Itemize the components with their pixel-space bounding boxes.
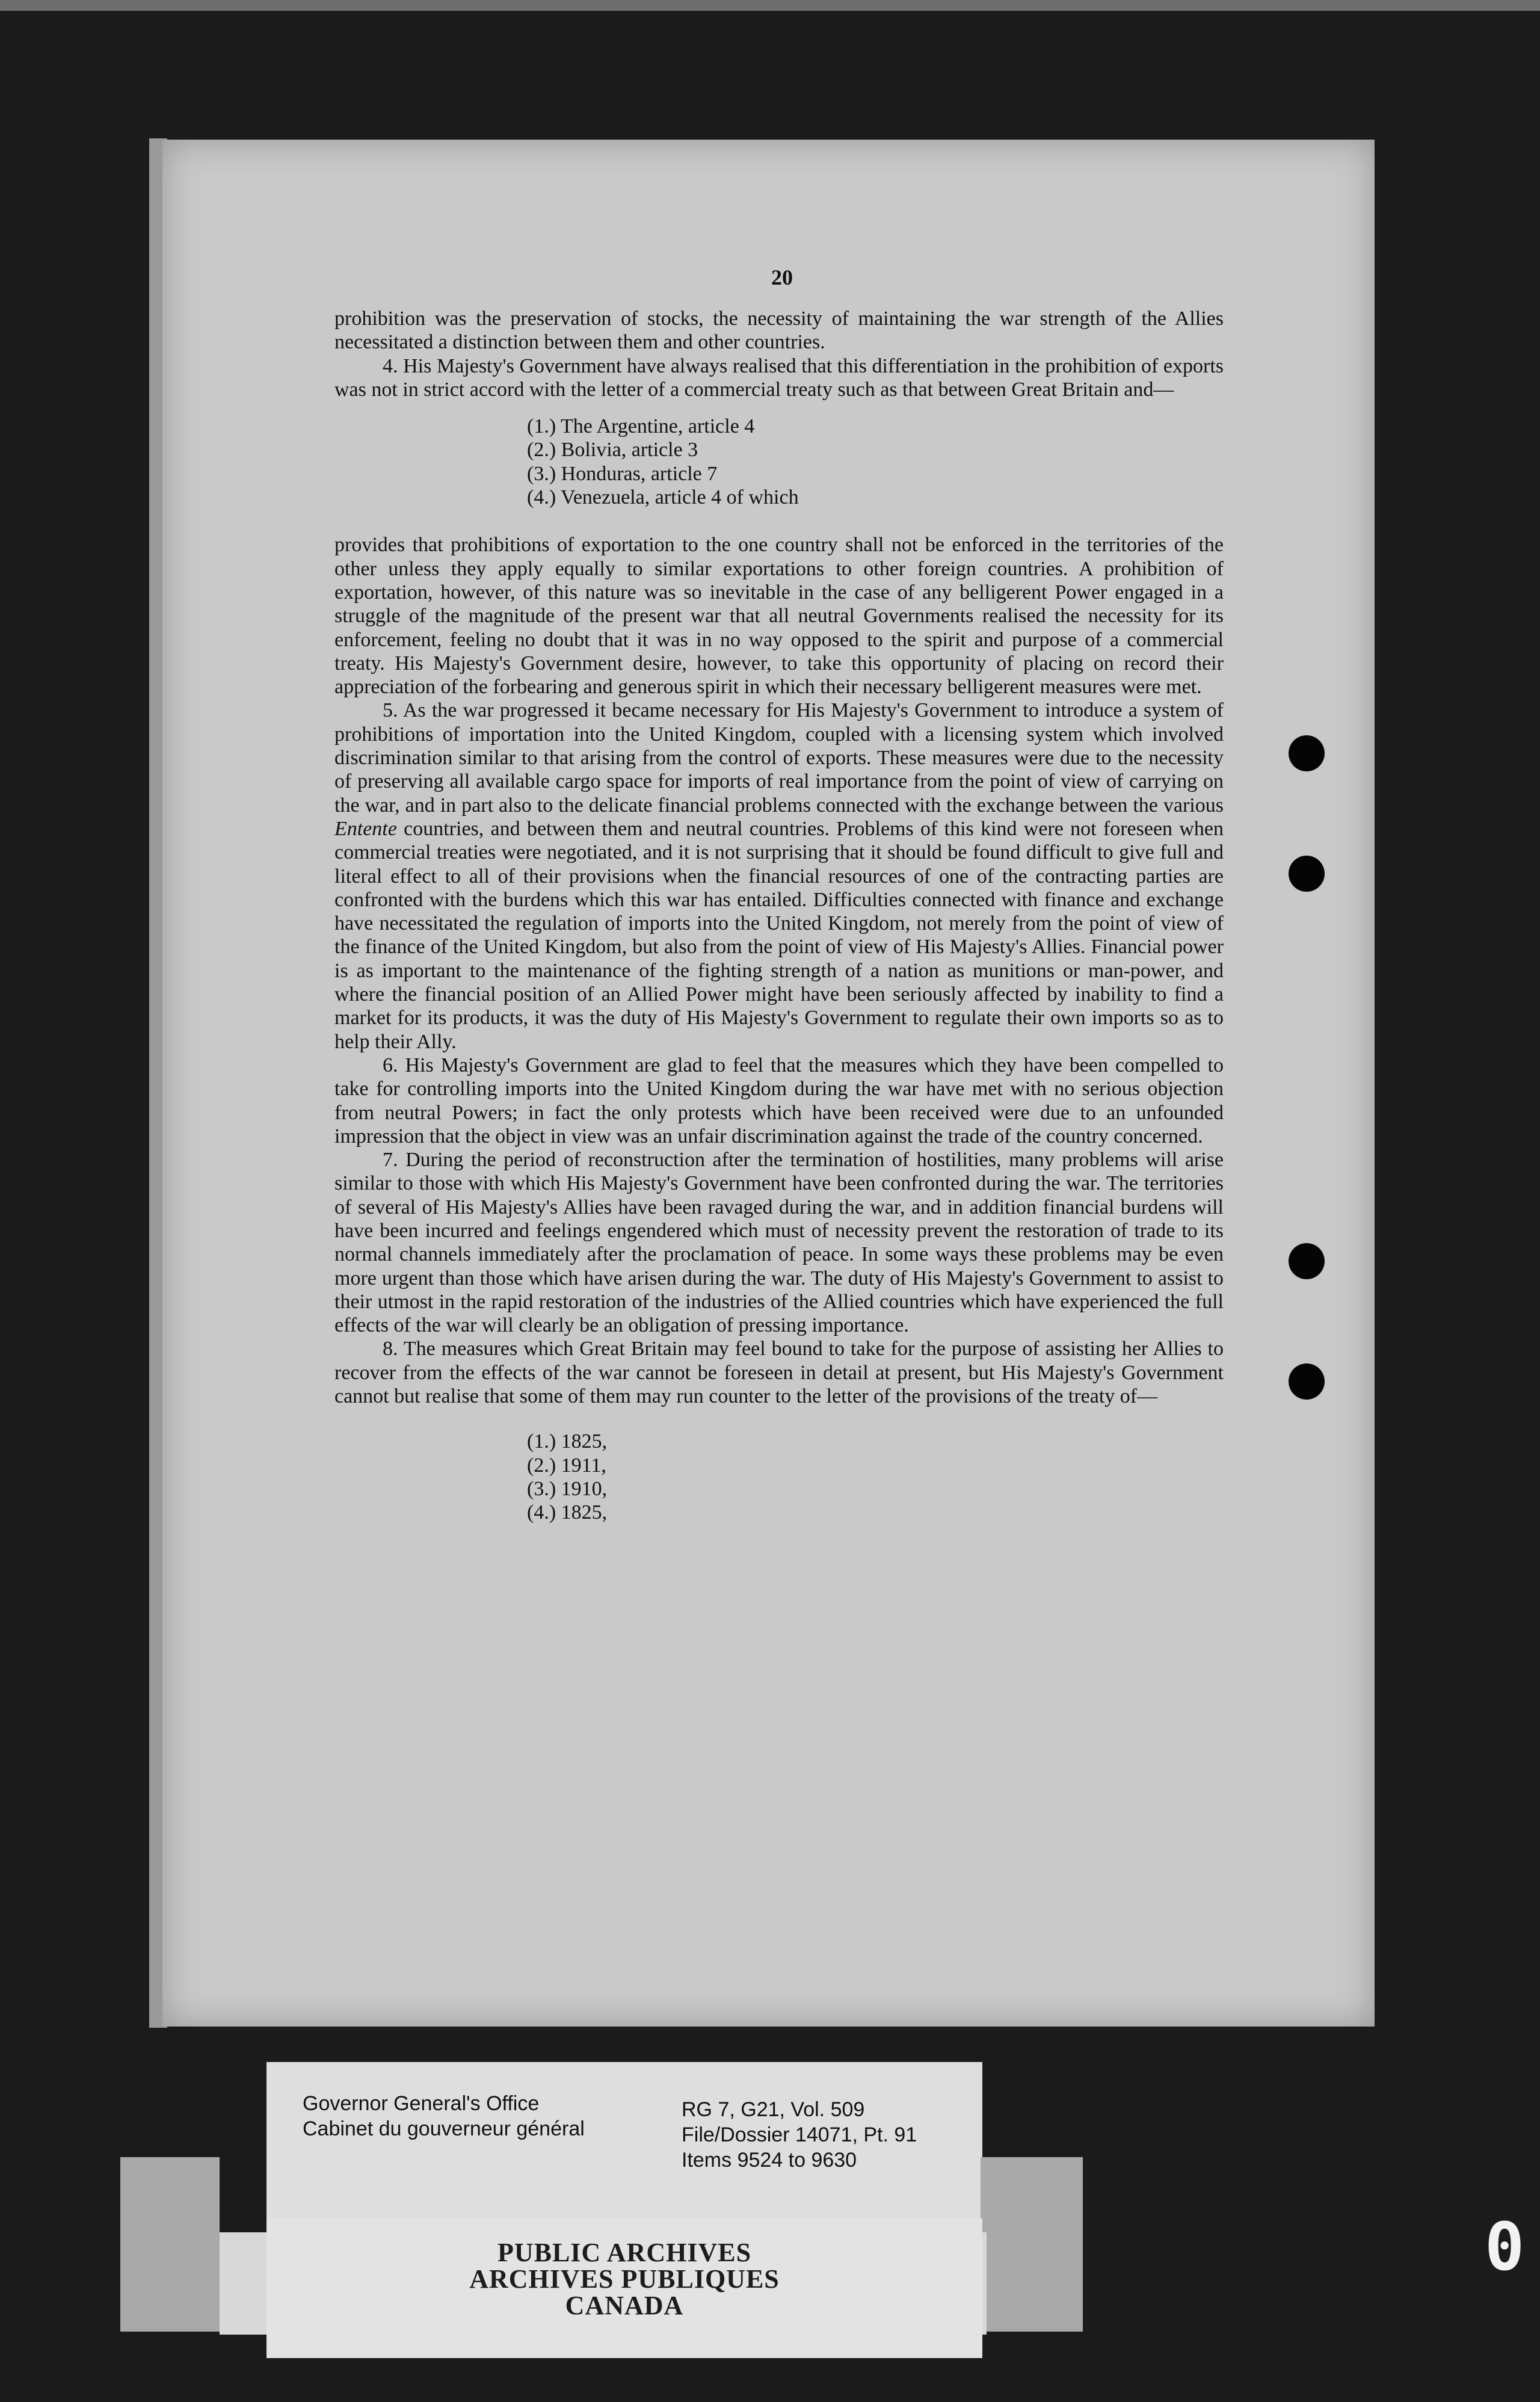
treaty-year-list <box>527 1430 1224 1524</box>
punch-hole <box>1289 856 1325 892</box>
list-item: (2.) 1911, <box>527 1454 606 1477</box>
reference-line: File/Dossier 14071, Pt. 91 <box>682 2123 917 2146</box>
paragraph-8: 8. The measures which Great Britain may feel bound to take for the purpose of assisting her Allies to recover from the effects of the war cannot be foreseen in detail at present, but His Majesty's Government cannot but realise that some of them may run counter to the letter of the provisions of the treaty of— <box>334 1338 1224 1408</box>
paragraph-4: 4. His Majesty's Government have always realised that this differentiation in the prohibition of exports was not in strict accord with the letter of a commercial treaty such as that between Great Britain and— <box>334 354 1224 401</box>
office-french: Cabinet du gouverneur général <box>303 2117 585 2140</box>
film-top-edge <box>0 0 1540 11</box>
paragraph-5-text: 5. As the war progressed it became necessary for His Majesty's Government to introduce a system of prohibitions of importation into the United Kingdom, coupled with a licensing system which involved discrimination similar to that arising from the control of exports. These measures were due to the necessity of preserving all available cargo space for imports of real importance from the point of view of carrying on the war, and in part also to the delicate financial problems connected with the exchange between the various <box>334 699 1224 817</box>
list-item: (1.) 1825, <box>527 1430 608 1453</box>
paragraph-7: 7. During the period of reconstruction after the termination of hostilities, many problems will arise similar to those with which His Majesty's Government have been confronted during the war. The territories of several of His Majesty's Allies have been ravaged during the war, and in addition financial burdens will have been incurred and feelings engendered which must of necessity prevent the restoration of trade to its normal channels immediately after the proclamation of peace. In some ways these problems may be even more urgent than those which have arisen during the war. The duty of His Majesty's Government to assist to their utmost in the rapid restoration of the industries of the Allied countries which have experienced the full effects of the war will clearly be an obligation of pressing importance. <box>334 1149 1224 1337</box>
paragraph-5 <box>334 699 1224 1053</box>
paragraph-6: 6. His Majesty's Government are glad to feel that the measures which they have been compelled to take for controlling imports into the United Kingdom during the war have met with no serious objection from neutral Powers; in fact the only protests which have been received were due to an unfounded impression that the object in view was an unfair discrimination against the trade of the country concerned. <box>334 1054 1224 1147</box>
treaty-list <box>527 415 1224 509</box>
page-number: 20 <box>771 265 793 289</box>
list-item: (4.) 1825, <box>527 1501 608 1524</box>
stamp-line: PUBLIC ARCHIVES <box>497 2238 752 2267</box>
paragraph-4-continued: provides that prohibitions of exportation to the one country shall not be enforced in the territories of the other unless they apply equally to similar exportations to other foreign countries. A prohibition of exportation, however, of this nature was so inevitable in the case of any belligerent Power engaged in a struggle of the magnitude of the present war that all neutral Governments realised the necessity for its enforcement, feeling no doubt that it was in no way opposed to the spirit and purpose of a commercial treaty. His Majesty's Government desire, however, to take this opportunity of placing on record their appreciation of the forbearing and generous spirit in which their necessary belligerent measures were met. <box>334 534 1224 699</box>
label-holder-left <box>120 2157 220 2332</box>
document-body <box>334 307 1224 1549</box>
stamp-line: CANADA <box>565 2291 684 2320</box>
paragraph-opening: prohibition was the preservation of stocks, the necessity of maintaining the war strength of the Allies necessitated a distinction between them and other countries. <box>334 307 1224 354</box>
list-item: (3.) Honduras, article 7 <box>527 462 718 485</box>
punch-hole <box>1289 1243 1325 1279</box>
list-item: (1.) The Argentine, article 4 <box>527 415 755 438</box>
paragraph-5-emphasis: Entente <box>334 817 397 840</box>
punch-hole <box>1289 735 1325 771</box>
label-holder-right <box>981 2157 1083 2332</box>
list-item: (2.) Bolivia, article 3 <box>527 439 698 462</box>
punch-hole <box>1289 1363 1325 1400</box>
list-item: (4.) Venezuela, article 4 of which <box>527 486 799 509</box>
office-english: Governor General's Office <box>303 2092 540 2115</box>
reference-line: Items 9524 to 9630 <box>682 2149 857 2172</box>
archives-stamp <box>266 2240 982 2319</box>
archives-stamp-card <box>266 2218 982 2358</box>
stamp-line: ARCHIVES PUBLIQUES <box>469 2264 780 2294</box>
paragraph-5-text-end: countries, and between them and neutral countries. Problems of this kind were not foreseen when commercial treaties were negotiated, and it is not surprising that it should be found difficult to give full and literal effect to all of their provisions when the financial resources of one of the contracting parties are confronted with the burdens which this war has entailed. Difficulties connected with finance and exchange have necessitated the regulation of imports into the United Kingdom, not merely from the point of view of the finance of the United Kingdom, but also from the point of view of His Majesty's Allies. Financial power is as important to the maintenance of the fighting strength of a nation as munitions or man-power, and where the financial position of an Allied Power might have been seriously affected by inability to find a market for its products, it was the duty of His Majesty's Government to regulate their own imports so as to help their Ally. <box>334 817 1224 1053</box>
archive-reference <box>682 2097 917 2173</box>
list-item: (3.) 1910, <box>527 1477 608 1500</box>
office-names <box>303 2091 585 2141</box>
reference-line: RG 7, G21, Vol. 509 <box>682 2098 865 2121</box>
archive-label <box>266 2062 982 2218</box>
frame-number: 0 <box>1485 2208 1525 2285</box>
